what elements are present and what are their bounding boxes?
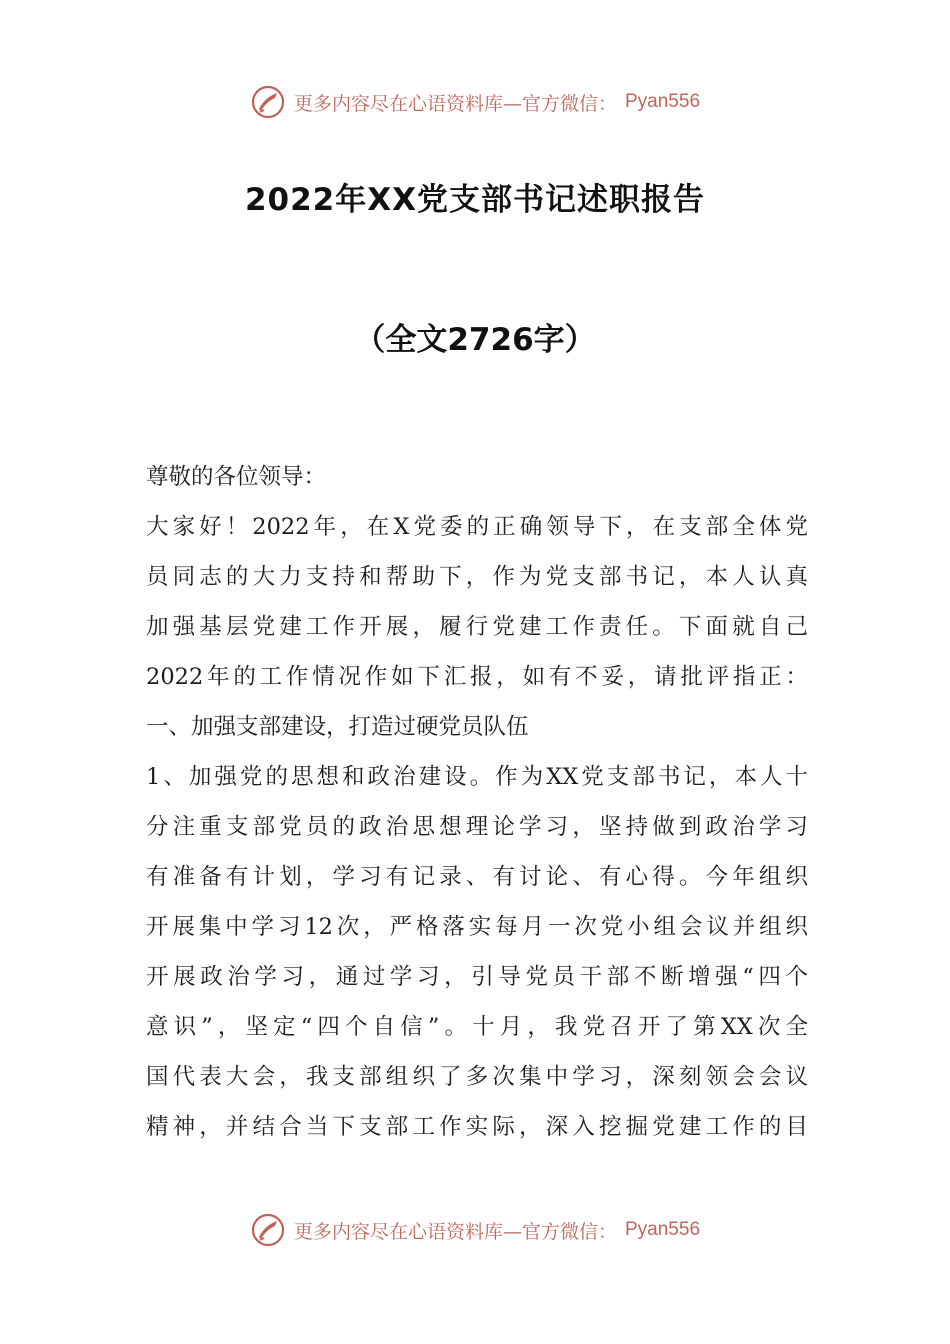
body-line: 有准备有计划，学习有记录、有讨论、有心得。今年组织 bbox=[146, 864, 808, 890]
body-line: 开展集中学习12次，严格落实每月一次党小组会议并组织 bbox=[146, 914, 808, 940]
body-line: 大家好！2022年，在X党委的正确领导下，在支部全体党 bbox=[146, 514, 808, 540]
section-heading: 一、加强支部建设，打造过硬党员队伍 bbox=[146, 714, 529, 740]
body-line: 员同志的大力支持和帮助下，作为党支部书记，本人认真 bbox=[146, 564, 808, 590]
salutation-line: 尊敬的各位领导： bbox=[146, 464, 327, 490]
watermark-wechat-id: Pyan556 bbox=[625, 1219, 701, 1240]
body-line: 精神，并结合当下支部工作实际，深入挖掘党建工作的目 bbox=[146, 1114, 808, 1140]
watermark-text: 更多内容尽在心语资料库—官方微信： bbox=[293, 92, 617, 115]
watermark-wechat-id: Pyan556 bbox=[625, 91, 701, 112]
pen-circle-logo-icon bbox=[250, 1212, 286, 1248]
body-line: 分注重支部党员的政治思想理论学习，坚持做到政治学习 bbox=[146, 814, 808, 840]
body-line: 加强基层党建工作开展，履行党建工作责任。下面就自己 bbox=[146, 614, 808, 640]
watermark-text: 更多内容尽在心语资料库—官方微信： bbox=[293, 1220, 617, 1243]
header-watermark bbox=[0, 84, 950, 120]
document-body bbox=[146, 452, 808, 1152]
body-line: 国代表大会，我支部组织了多次集中学习，深刻领会会议 bbox=[146, 1064, 808, 1090]
document-title: 2022年XX党支部书记述职报告 bbox=[244, 182, 706, 218]
pen-circle-logo-icon bbox=[250, 84, 286, 120]
body-line: 2022年的工作情况作如下汇报，如有不妥，请批评指正： bbox=[146, 664, 808, 690]
body-line: 开展政治学习，通过学习，引导党员干部不断增强“四个 bbox=[146, 964, 808, 990]
footer-watermark bbox=[0, 1212, 950, 1248]
body-line: 意识”，坚定“四个自信”。十月，我党召开了第XX次全 bbox=[146, 1014, 808, 1040]
document-subtitle: （全文2726字） bbox=[354, 322, 596, 358]
body-line: 1、加强党的思想和政治建设。作为XX党支部书记，本人十 bbox=[146, 764, 808, 790]
